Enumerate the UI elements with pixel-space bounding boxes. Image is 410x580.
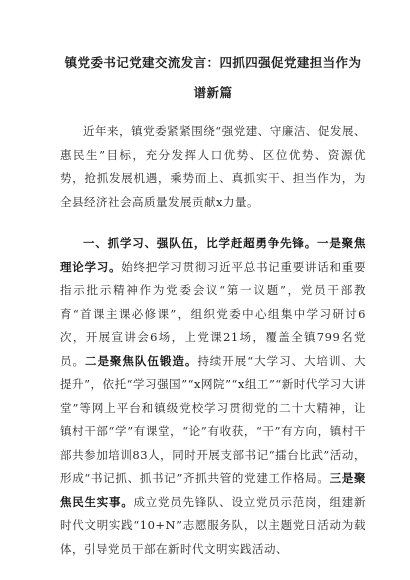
document-title: 镇党委书记党建交流发言：四抓四强促党建担当作为谱新篇 — [64, 55, 362, 100]
point2-text: 持续开展“大学习、大培训、大提升”，依托“学习强国”“x网院”“x组工”“新时代学习大讲堂”等网上平台和镇级党校学习贯彻党的二十大精神，让镇村干部“学”有课堂，“论”有收获，“干”有方向，镇村干部共参加培训83人，同时开展支部书记“擂台比武”活动，形成“书记抓、抓书记”齐抓共管的党建工作格局。 — [60, 353, 366, 485]
point3-text: 成立党员先锋队、设立党员示范岗，组建新时代文明实践“10+N”志愿服务队，以主题党日活动为载体，引导党员干部在新时代文明实践活动、 — [60, 494, 366, 556]
point3-lead: 三是聚焦民生实事。 — [60, 471, 366, 509]
intro-paragraph — [60, 120, 366, 214]
point2-lead: 二是聚焦队伍锻造。 — [84, 353, 198, 368]
section1-heading: 一、抓学习、强队伍，比学赶超勇争先锋。 — [83, 236, 318, 250]
point1-lead: 一是聚焦理论学习。 — [60, 236, 367, 274]
point1-text: 始终把学习贯彻习近平总书记重要讲话和重要指示批示精神作为党委会议“第一议题”，党员干部教育“首课主课必修课”，组织党委中心组集中学习研讨6次，开展宣讲会6场，上党课21场，覆盖全镇799名党员。 — [60, 259, 366, 368]
section1-paragraph — [60, 232, 366, 561]
intro-text: 近年来，镇党委紧紧围绕“强党建、守廉洁、促发展、惠民生”目标，充分发挥人口优势、区位优势、资源优势，抢抓发展机遇，乘势而上、真抓实干、担当作为，为全县经济社会高质量发展贡献x力量。 — [60, 124, 366, 209]
